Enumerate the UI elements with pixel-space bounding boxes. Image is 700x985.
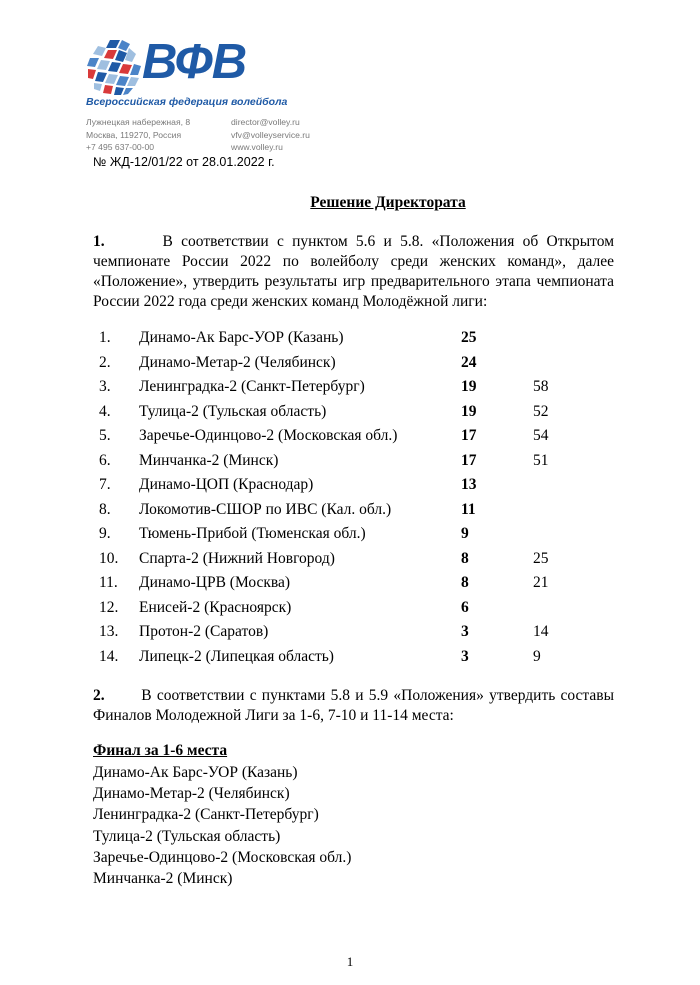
points-cell: 6 <box>461 598 469 616</box>
team-cell: Динамо-ЦРВ (Москва) <box>139 574 291 591</box>
tiebreak-cell: 51 <box>533 451 549 469</box>
table-row <box>99 599 579 624</box>
final-team: Ленинградка-2 (Санкт-Петербург) <box>93 806 319 824</box>
table-row <box>99 452 579 477</box>
final-team-list <box>93 762 351 889</box>
points-cell: 19 <box>461 402 477 420</box>
points-cell: 3 <box>461 623 469 640</box>
final-team: Заречье-Одинцово-2 (Московская обл.) <box>93 848 352 866</box>
team-cell: Тулица-2 (Тульская область) <box>139 402 327 420</box>
page-number: 1 <box>346 954 354 969</box>
rank-cell: 10. <box>99 549 119 567</box>
rank-cell: 2. <box>99 353 111 371</box>
table-row <box>99 501 579 526</box>
rank-cell: 7. <box>99 476 111 493</box>
team-cell: Ленинградка-2 (Санкт-Петербург) <box>139 378 365 395</box>
points-cell: 8 <box>461 574 469 591</box>
team-cell: Динамо-Ак Барс-УОР (Казань) <box>139 329 344 346</box>
rank-cell: 8. <box>99 500 111 518</box>
team-cell: Енисей-2 (Красноярск) <box>139 598 292 616</box>
rank-cell: 1. <box>99 329 111 346</box>
rank-cell: 3. <box>99 378 111 395</box>
final-team: Динамо-Метар-2 (Челябинск) <box>93 785 290 803</box>
team-cell: Динамо-Метар-2 (Челябинск) <box>139 353 336 371</box>
section-text: В соответствии с пунктами 5.8 и 5.9 «Положения» утвердить составы Финалов Молодежной Лиги за 1-6, 7-10 и 11-14 места: <box>93 687 615 724</box>
final-team: Динамо-Ак Барс-УОР (Казань) <box>93 764 298 781</box>
points-cell: 3 <box>461 647 469 665</box>
tiebreak-cell: 52 <box>533 402 549 420</box>
rank-cell: 9. <box>99 525 111 542</box>
section-text: В соответствии с пунктом 5.6 и 5.8. «Положения об Открытом чемпионате России 2022 по волейболу среди женских команд», далее «Положение», утвердить результаты игр предварительного этапа чемпионата России 2022 года среди женских команд Молодёжной лиги: <box>93 233 615 310</box>
tiebreak-cell: 21 <box>533 574 549 591</box>
team-cell: Минчанка-2 (Минск) <box>139 451 279 469</box>
team-cell: Заречье-Одинцово-2 (Московская обл.) <box>139 427 398 444</box>
final-team: Минчанка-2 (Минск) <box>93 870 233 888</box>
table-row <box>99 354 579 379</box>
team-cell: Липецк-2 (Липецкая область) <box>139 647 334 665</box>
table-row <box>99 574 579 599</box>
team-cell: Локомотив-СШОР по ИВС (Кал. обл.) <box>139 500 392 518</box>
team-cell: Тюмень-Прибой (Тюменская обл.) <box>139 525 366 542</box>
table-row <box>99 403 579 428</box>
points-cell: 25 <box>461 329 477 346</box>
address-line: Лужнецкая набережная, 8 <box>86 117 191 127</box>
table-row <box>99 378 579 403</box>
points-cell: 17 <box>461 427 477 444</box>
points-cell: 19 <box>461 378 477 395</box>
rank-cell: 14. <box>99 647 119 665</box>
email-line: vfv@volleyservice.ru <box>231 129 310 140</box>
address-line: Москва, 119270, Россия <box>86 129 182 140</box>
table-row <box>99 648 579 673</box>
rank-cell: 11. <box>99 574 118 591</box>
tiebreak-cell: 54 <box>533 427 549 444</box>
table-row <box>99 476 579 501</box>
section-2-paragraph <box>93 686 614 726</box>
rank-cell: 5. <box>99 427 111 444</box>
points-cell: 11 <box>461 500 476 518</box>
section-number: 1. <box>93 233 105 250</box>
points-cell: 9 <box>461 525 469 542</box>
phone-line: +7 495 637-00-00 <box>86 142 155 152</box>
address-block <box>86 116 190 154</box>
volleyball-icon <box>86 38 144 98</box>
rank-cell: 12. <box>99 598 119 616</box>
rank-cell: 6. <box>99 451 111 469</box>
website-line: www.volley.ru <box>231 142 283 152</box>
rank-cell: 13. <box>99 623 119 640</box>
table-row <box>99 525 579 550</box>
contact-block <box>231 116 310 154</box>
document-number: № ЖД-12/01/22 от 28.01.2022 г. <box>93 155 275 169</box>
table-row <box>99 623 579 648</box>
standings-table <box>99 329 579 672</box>
table-row <box>99 329 579 354</box>
team-cell: Динамо-ЦОП (Краснодар) <box>139 476 314 493</box>
points-cell: 17 <box>461 451 477 469</box>
final-team: Тулица-2 (Тульская область) <box>93 827 281 845</box>
tiebreak-cell: 9 <box>533 647 541 665</box>
table-row <box>99 550 579 575</box>
team-cell: Протон-2 (Саратов) <box>139 623 269 640</box>
organization-name: Всероссийская федерация волейбола <box>86 96 288 108</box>
document-title: Решение Директората <box>310 194 466 211</box>
final-title: Финал за 1-6 места <box>93 742 228 759</box>
tiebreak-cell: 25 <box>533 549 549 567</box>
tiebreak-cell: 14 <box>533 623 549 640</box>
section-1-paragraph <box>93 232 614 312</box>
section-number: 2. <box>93 687 105 704</box>
email-line: director@volley.ru <box>231 117 300 127</box>
points-cell: 8 <box>461 549 469 567</box>
table-row <box>99 427 579 452</box>
rank-cell: 4. <box>99 402 111 420</box>
tiebreak-cell: 58 <box>533 378 549 395</box>
points-cell: 13 <box>461 476 477 493</box>
logo-wordmark: ВФВ <box>142 35 247 89</box>
points-cell: 24 <box>461 353 477 371</box>
team-cell: Спарта-2 (Нижний Новгород) <box>139 549 335 567</box>
